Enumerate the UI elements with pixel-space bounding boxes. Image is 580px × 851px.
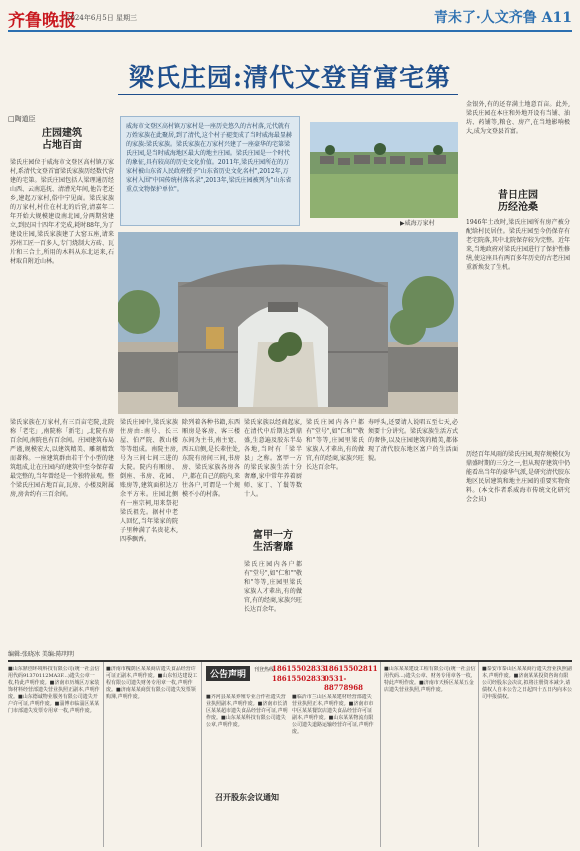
notice-col-5: ■山东某某建设工程有限公司(统一社会信用代码...)遗失公章、财务专用章各一枚,特此声明作废。■济南市天桥区某某五金店遗失营业执照,声明作废。 [384, 666, 476, 693]
phone-label: 刊登热线 [254, 667, 275, 673]
notice-col-1: ■山东鼎创环境科技有限公司(统一社会信用代码91370112MA3F...)遗失公章一枚,特此声明作废。■济南市历城区万家装饰材料经营部遗失营业执照正副本,声明作废。■山东德诚物业服务有限公司遗失开户许可证,声明作废。■淄博市临淄区某某门市部遗失发票专用章一枚,声明作废。 [8, 666, 100, 714]
editors-line: 编辑:张晓冰 美编:陈明明 [8, 651, 74, 658]
article-col-6: 梁氏庄园内各户都有"堂号",如"仁和""敬和"等等,庄园里梁氏家族人才辈出,有的做官,有的经商,家族兴旺长达百余年。 [306, 419, 364, 471]
headline-rule [118, 94, 458, 95]
section-title: 青未了·人文齐鲁 A11 [433, 10, 572, 26]
article-col-7: 寿呼头,还要请人说唱五至七天,必须要十分讲究。梁氏家族生活方式的奢侈,以及庄园建筑的精美,都体现了清代胶东地区富户的生活面貌。 [368, 419, 458, 462]
newspaper-logo: 齐鲁晚报 [8, 11, 76, 31]
phone-4: 0531-88778968 [324, 674, 363, 692]
byline: □陶道臣 [8, 115, 36, 123]
issue-date: 2024年6月5日 星期三 [66, 14, 137, 22]
notice-col-3: ■齐河县某某养殖专业合作社遗失营业执照副本,声明作废。■济南市长清区某某超市遗失食品经营许可证,声明作废。■山东某某科技有限公司遗失公章,声明作废。 [206, 694, 288, 728]
subhead-1: 庄园建筑 占地百亩 [42, 128, 82, 151]
notices-area [8, 660, 572, 847]
intro-box: 威海市文登区高村镇万家村是一座历史悠久的古村落,元代就有万姓家族在此聚居,到了清代,这个村子褪变成了当时威海最显赫的家族:梁氏家族。梁氏家族在万家村兴建了一座豪华的宅第梁氏庄园,是当时威海地区最大的地主庄园。梁氏庄园是一个时代的象征,具有较高的历史文化价值。2011年,梁氏庄园所在的万家村被山东省人民政府授予"山东省历史文化名村",2012年,万家村入围"中国传统村落名录",2013年,梁氏庄园被列为"山东省重点文物保护单位"。 [120, 116, 300, 226]
article-col-3: 梁氏庄园中,梁氏家族住房由:南号、长三屋、伯严院、教山楼等等组成。南院主房,号为三间七间三进的大院。院内有厢房、倒座、书房、花园、账房等,建筑面积达万余平方米。庄园北侧有一座宗祠,用来祭祀梁氏祖先。据村中老人回忆,当年梁家的院子里种满了名贵花木,四季飘香。 [120, 419, 178, 543]
article-col-5: 梁氏家族以经商起家,在清代中后期达到鼎盛,生意遍及胶东半岛各地,当时有「梁半县」之称。富甲一方的梁氏家族生活十分奢靡,家中常年养着厨师、家丁、丫鬟等数十人。 [244, 419, 302, 498]
divider [478, 662, 479, 847]
notice-col-4: ■临沂市兰山区某某建材经营部遗失营业执照正本,声明作废。■济南市市中区某某餐饮店遗失食品经营许可证副本,声明作废。■山东某某物流有限公司遗失道路运输经营许可证,声明作废。 [292, 694, 374, 735]
notice-title: 公告声明 [206, 666, 250, 681]
photo-small-caption: ▶威海万家村 [400, 220, 435, 227]
phone-3: 18615502833 [272, 674, 326, 683]
meeting-notice-title: 召开股东会议通知 [215, 792, 279, 802]
notice-col-6: ■泰安市泰山区某某商行遗失营业执照副本,声明作废。■济南某某投资咨询有限公司经股东会决议,拟将注册资本减少,请债权人自本公告之日起四十五日内向本公司申报债权。 [482, 666, 572, 700]
notice-col-2: ■济南市槐荫区某某商店遗失食品经营许可证正副本,声明作废。■山东恒达建设工程有限公司遗失财务专用章一枚,声明作废。■济南某某商贸有限公司遗失发票领购簿,声明作废。 [106, 666, 198, 700]
article-col-10: 历经百年风雨的梁氏庄园,现存规模仅为鼎盛时期的三分之一,但从现存建筑中仍能看出当年的豪华气派,是研究清代胶东地区民居建筑和地主庄园的重要实物资料。(本文作者系威海市传统文化研究会会员) [466, 451, 570, 503]
article-col-1: 梁氏庄园位于威海市文登区高村镇万家村,系清代文登首富梁氏家族历经数代营建的宅第。梁氏庄园包括人梁理通历经山西、云南巡抚、清漕光年间,他告老还乡,建起万家村,俗中宁见面。梁氏家族的万家村,村仕在村北的后营,清嘉年二年开始大规模建设南北园,分两期营建立,到民国十四年才完成,耗时88年,为了建设庄园,梁氏家族建了大窑五座,请来苏州工匠一百多人,专门烧制大方砖、瓦片和三合土,所用的木料从东北运来,石材取自附近山林。 [10, 159, 114, 265]
article-headline: 梁氏庄园:清代文登首富宅第 [128, 63, 452, 92]
subhead-2: 昔日庄园 历经沧桑 [498, 190, 538, 213]
divider [380, 662, 381, 847]
divider [103, 662, 104, 847]
article-col-4: 除列着各种书籍,东西厢房是客房、客三楼东间为主书,南主宽、西五启侧,是长辈住处,东院有房间三间,书房房、梁氏家族各房各户,都在自己的院内,来往各户,可谓是一个规模不小的村落。 [182, 419, 240, 498]
subhead-3: 富甲一方 生活奢靡 [253, 530, 293, 553]
notice-header [206, 664, 376, 692]
masthead [8, 4, 572, 32]
gate-photo [118, 232, 458, 414]
article-col-2: 梁氏家族在万家村,有三百亩宅院,北院称「老宅」,南院称「新宅」,北院有房百余间,南院也有百余间。庄园建筑布局严谨,规模宏大,以建筑精美、雕刻精致而著称。一座建筑群由若干个小型的建筑组成,让在庄园内的建筑中至今保存着最完整的,当年曾经是一个独特景观。整个梁氏庄园占地百亩,瓦房、小楼及附属房,房舍约有三百余间。 [10, 419, 114, 498]
article-col-9: 1946年土改时,梁氏庄园所有房产被分配给村民居住。梁氏庄园至今仍保存有老宅院落,其中北院保存较为完整。近年来,当地政府对梁氏庄园进行了保护性修缮,使这座具有两百多年历史的古老庄园重新焕发了生机。 [466, 219, 570, 271]
phone-1: 18615502833 [272, 664, 326, 673]
village-photo [310, 122, 458, 218]
divider [201, 662, 202, 847]
article-col-5b: 梁氏庄园内各户都有"堂号",如"仁和""敬和"等等,庄园里梁氏家族人才辈出,有的做官,有的经商,家族兴旺长达百余年。 [244, 561, 302, 613]
article-col-8: 金银外,有的还存满土地意百亩。此外,梁氏庄园在本庄和外地开设有当铺、油坊、药铺等,粮仓、房产,在当地影响极大,成为文登县首富。 [466, 101, 570, 135]
phone-2: 18615502811 [324, 664, 378, 673]
